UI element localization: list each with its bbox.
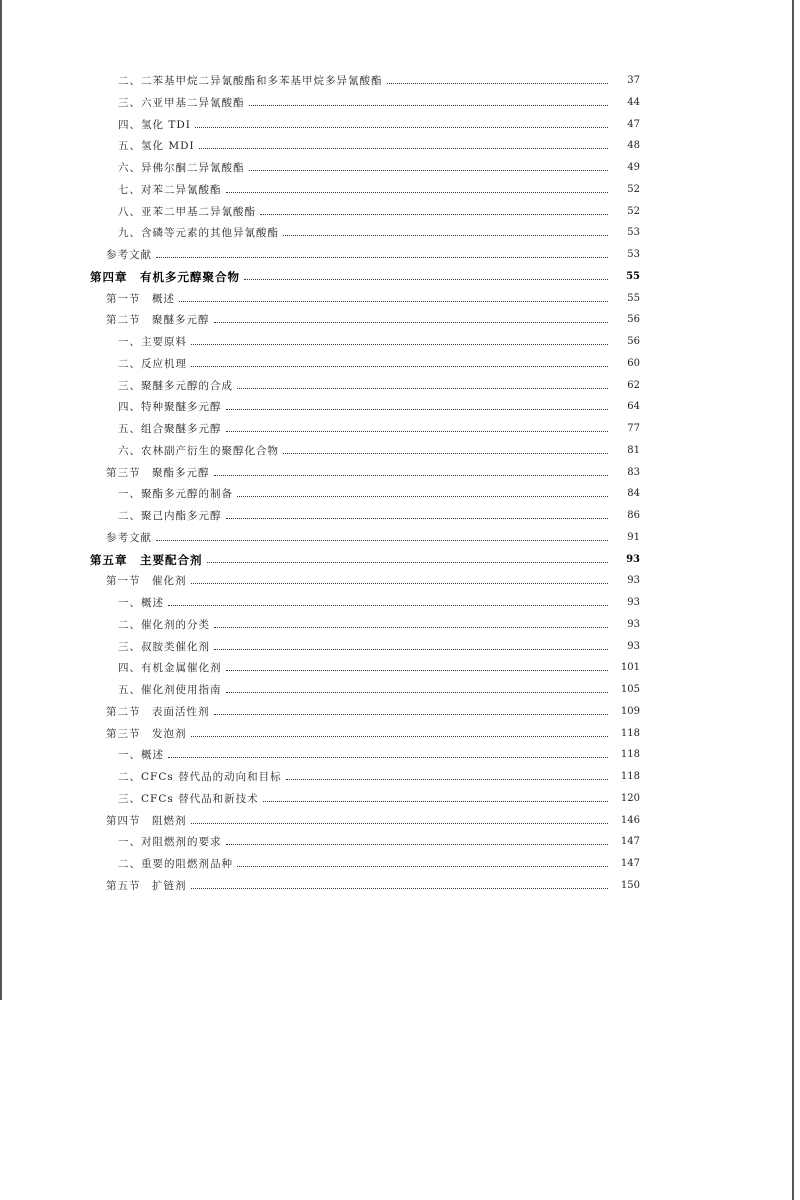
toc-entry[interactable] <box>0 373 640 393</box>
toc-entry-page-number: 55 <box>626 271 640 282</box>
toc-entry-title: 四、有机金属催化剂 <box>118 662 222 674</box>
toc-entry-title: 三、叔胺类催化剂 <box>118 641 210 653</box>
toc-entry[interactable] <box>0 568 640 588</box>
toc-entry-page-number: 120 <box>620 793 640 804</box>
dot-leader <box>237 865 608 867</box>
dot-leader <box>283 234 608 236</box>
toc-entry[interactable] <box>0 547 640 567</box>
toc-entry[interactable] <box>0 307 640 327</box>
toc-entry[interactable] <box>0 90 640 110</box>
dot-leader <box>191 735 609 737</box>
toc-entry[interactable] <box>0 634 640 654</box>
toc-entry-page-number: 84 <box>627 488 640 499</box>
dot-leader <box>214 626 608 628</box>
toc-entry-title: 二、重要的阻燃剂品种 <box>118 858 233 870</box>
toc-entry[interactable] <box>0 416 640 436</box>
toc-entry-page-number: 37 <box>627 75 640 86</box>
toc-entry-title: 第五章 主要配合剂 <box>90 553 203 567</box>
toc-entry-title: 九、含磷等元素的其他异氰酸酯 <box>118 227 279 239</box>
toc-entry-page-number: 47 <box>627 119 640 130</box>
toc-entry-title: 六、异佛尔酮二异氰酸酯 <box>118 162 245 174</box>
dot-leader <box>214 648 608 650</box>
toc-entry-title: 三、聚醚多元醇的合成 <box>118 380 233 392</box>
toc-entry-title: 第一节 催化剂 <box>106 575 187 587</box>
toc-entry-title: 第三节 聚酯多元醇 <box>106 467 210 479</box>
toc-entry-page-number: 86 <box>627 510 640 521</box>
toc-entry-page-number: 64 <box>627 401 640 412</box>
dot-leader <box>191 822 609 824</box>
toc-entry-page-number: 53 <box>627 227 640 238</box>
toc-entry[interactable] <box>0 199 640 219</box>
toc-entry-page-number: 53 <box>627 249 640 260</box>
toc-entry[interactable] <box>0 177 640 197</box>
toc-entry-title: 二、反应机理 <box>118 358 187 370</box>
toc-entry[interactable] <box>0 329 640 349</box>
toc-entry-page-number: 55 <box>627 293 640 304</box>
toc-entry-title: 八、亚苯二甲基二异氰酸酯 <box>118 206 256 218</box>
toc-entry-page-number: 147 <box>620 858 640 869</box>
dot-leader <box>199 147 608 149</box>
dot-leader <box>191 343 608 345</box>
toc-entry-title: 一、概述 <box>118 749 164 761</box>
toc-entry[interactable] <box>0 525 640 545</box>
toc-entry-page-number: 93 <box>627 575 640 586</box>
dot-leader <box>207 561 609 563</box>
toc-entry-title: 第二节 表面活性剂 <box>106 706 210 718</box>
toc-entry-page-number: 91 <box>627 532 640 543</box>
dot-leader <box>226 408 609 410</box>
toc-entry[interactable] <box>0 460 640 480</box>
toc-entry-page-number: 93 <box>627 619 640 630</box>
dot-leader <box>214 474 609 476</box>
toc-entry-page-number: 105 <box>620 684 640 695</box>
toc-entry[interactable] <box>0 438 640 458</box>
toc-entry[interactable] <box>0 220 640 240</box>
toc-entry-page-number: 56 <box>627 336 640 347</box>
toc-entry[interactable] <box>0 394 640 414</box>
toc-entry[interactable] <box>0 764 640 784</box>
dot-leader <box>283 452 608 454</box>
toc-entry[interactable] <box>0 590 640 610</box>
dot-leader <box>263 800 608 802</box>
dot-leader <box>249 104 609 106</box>
toc-entry[interactable] <box>0 655 640 675</box>
toc-entry-title: 第五节 扩链剂 <box>106 880 187 892</box>
toc-entry-title: 五、氢化 MDI <box>118 140 195 152</box>
toc-entry-title: 第三节 发泡剂 <box>106 728 187 740</box>
toc-entry-page-number: 93 <box>626 554 640 565</box>
toc-entry-page-number: 56 <box>627 314 640 325</box>
toc-entry[interactable] <box>0 286 640 306</box>
toc-entry[interactable] <box>0 808 640 828</box>
toc-entry-page-number: 60 <box>627 358 640 369</box>
dot-leader <box>156 539 608 541</box>
toc-entry-page-number: 101 <box>620 662 640 673</box>
toc-entry-title: 三、六亚甲基二异氰酸酯 <box>118 97 245 109</box>
toc-entry-title: 一、聚酯多元醇的制备 <box>118 488 233 500</box>
toc-entry-title: 四、氢化 TDI <box>118 119 191 131</box>
toc-entry-title: 参考文献 <box>106 532 152 544</box>
toc-entry-title: 五、组合聚醚多元醇 <box>118 423 222 435</box>
dot-leader <box>214 713 609 715</box>
toc-entry-page-number: 77 <box>627 423 640 434</box>
toc-entry[interactable] <box>0 873 640 893</box>
dot-leader <box>226 430 609 432</box>
toc-entry-page-number: 109 <box>620 706 640 717</box>
toc-entry-page-number: 52 <box>627 184 640 195</box>
toc-entry[interactable] <box>0 112 640 132</box>
toc-entry[interactable] <box>0 786 640 806</box>
toc-entry-page-number: 52 <box>627 206 640 217</box>
toc-entry[interactable] <box>0 612 640 632</box>
toc-entry-page-number: 118 <box>620 749 640 760</box>
toc-entry-page-number: 44 <box>627 97 640 108</box>
toc-entry[interactable] <box>0 503 640 523</box>
toc-entry[interactable] <box>0 829 640 849</box>
toc-entry[interactable] <box>0 264 640 284</box>
dot-leader <box>387 82 609 84</box>
toc-entry[interactable] <box>0 242 640 262</box>
toc-entry-page-number: 93 <box>627 641 640 652</box>
dot-leader <box>260 213 608 215</box>
dot-leader <box>226 691 609 693</box>
toc-entry-page-number: 93 <box>627 597 640 608</box>
toc-entry[interactable] <box>0 481 640 501</box>
toc-entry-page-number: 118 <box>620 771 640 782</box>
dot-leader <box>226 191 609 193</box>
toc-entry[interactable] <box>0 68 640 88</box>
dot-leader <box>191 582 609 584</box>
toc-entry[interactable] <box>0 351 640 371</box>
toc-entry[interactable] <box>0 133 640 153</box>
toc-entry-title: 二、二苯基甲烷二异氰酸酯和多苯基甲烷多异氰酸酯 <box>118 75 383 87</box>
toc-entry-title: 第四章 有机多元醇聚合物 <box>90 270 240 284</box>
toc-entry[interactable] <box>0 851 640 871</box>
toc-entry-title: 二、催化剂的分类 <box>118 619 210 631</box>
dot-leader <box>249 169 609 171</box>
toc-entry-title: 二、CFCs 替代品的动向和目标 <box>118 771 282 783</box>
dot-leader <box>286 778 608 780</box>
toc-entry-title: 一、主要原料 <box>118 336 187 348</box>
dot-leader <box>244 278 608 280</box>
toc-entry-title: 三、CFCs 替代品和新技术 <box>118 793 259 805</box>
toc-entry-title: 第二节 聚醚多元醇 <box>106 314 210 326</box>
dot-leader <box>195 126 608 128</box>
dot-leader <box>226 517 609 519</box>
toc-entry-title: 第四节 阻燃剂 <box>106 815 187 827</box>
toc-entry-title: 第一节 概述 <box>106 293 175 305</box>
toc-entry-title: 参考文献 <box>106 249 152 261</box>
toc-entry[interactable] <box>0 155 640 175</box>
dot-leader <box>226 669 609 671</box>
toc-entry-title: 四、特种聚醚多元醇 <box>118 401 222 413</box>
toc-entry-title: 七、对苯二异氰酸酯 <box>118 184 222 196</box>
toc-entry[interactable] <box>0 742 640 762</box>
toc-entry[interactable] <box>0 677 640 697</box>
toc-entry-page-number: 49 <box>627 162 640 173</box>
dot-leader <box>214 321 609 323</box>
toc-entry-title: 五、催化剂使用指南 <box>118 684 222 696</box>
dot-leader <box>237 495 608 497</box>
toc-entry-page-number: 62 <box>627 380 640 391</box>
dot-leader <box>191 365 608 367</box>
toc-entry-page-number: 83 <box>627 467 640 478</box>
dot-leader <box>226 843 609 845</box>
toc-entry-page-number: 150 <box>620 880 640 891</box>
toc-entry-title: 一、概述 <box>118 597 164 609</box>
dot-leader <box>179 300 608 302</box>
dot-leader <box>168 756 608 758</box>
dot-leader <box>237 387 608 389</box>
toc-entry-title: 二、聚己内酯多元醇 <box>118 510 222 522</box>
toc-entry-page-number: 146 <box>620 815 640 826</box>
toc-entry-title: 一、对阻燃剂的要求 <box>118 836 222 848</box>
dot-leader <box>191 887 609 889</box>
toc-entry[interactable] <box>0 721 640 741</box>
toc-entry-page-number: 48 <box>627 140 640 151</box>
dot-leader <box>168 604 608 606</box>
dot-leader <box>156 256 608 258</box>
toc-entry-page-number: 147 <box>620 836 640 847</box>
toc-entry[interactable] <box>0 699 640 719</box>
toc-entry-page-number: 81 <box>627 445 640 456</box>
toc-entry-page-number: 118 <box>620 728 640 739</box>
toc-entry-title: 六、农林副产衍生的聚醇化合物 <box>118 445 279 457</box>
